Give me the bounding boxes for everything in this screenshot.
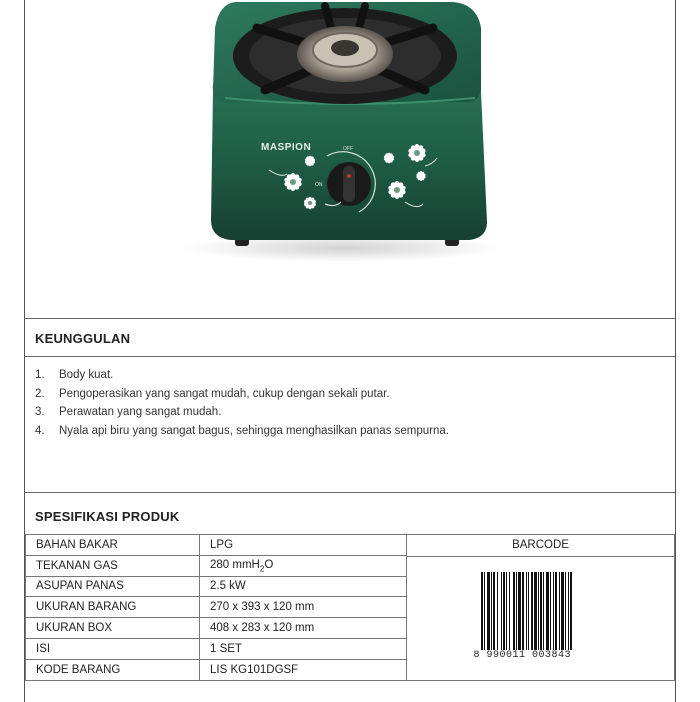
document-frame: [24, 0, 676, 702]
brand-logo: MASPION: [261, 142, 312, 153]
advantage-item: [35, 366, 449, 385]
divider: [25, 492, 675, 493]
advantage-number: 4.: [35, 424, 45, 437]
spec-value: LPG: [200, 535, 407, 556]
spec-table: [25, 534, 675, 681]
spec-value: 408 x 283 x 120 mm: [200, 618, 407, 639]
divider: [25, 318, 675, 319]
spec-label: UKURAN BARANG: [26, 597, 200, 618]
spec-label: ISI: [26, 638, 200, 659]
spec-label: KODE BARANG: [26, 659, 200, 680]
advantages-title: KEUNGGULAN: [35, 331, 131, 346]
product-image: [25, 0, 675, 318]
spec-value: 1 SET: [200, 638, 407, 659]
barcode-image: [473, 572, 603, 662]
barcode-header: BARCODE: [407, 535, 674, 557]
spec-label: TEKANAN GAS: [26, 555, 200, 576]
gas-stove-illustration: [25, 0, 675, 318]
advantage-item: [35, 403, 449, 422]
knob-off-label: OFF: [343, 146, 353, 152]
knob-on-label: ON: [315, 182, 323, 188]
advantage-item: [35, 385, 449, 404]
advantage-number: 2.: [35, 387, 45, 400]
spec-value-tail: O: [264, 558, 274, 571]
spec-value: LIS KG101DGSF: [200, 659, 407, 680]
advantages-list: [35, 366, 449, 440]
specs-title: SPESIFIKASI PRODUK: [35, 509, 180, 524]
spec-value: 270 x 393 x 120 mm: [200, 597, 407, 618]
barcode-number: 8 990011 003843: [473, 650, 572, 661]
spec-label: UKURAN BOX: [26, 618, 200, 639]
advantage-number: 1.: [35, 369, 45, 381]
spec-label: BAHAN BAKAR: [26, 535, 200, 556]
advantage-text: Nyala api biru yang sangat bagus, sehingga menghasilkan panas sempurna.: [59, 424, 449, 437]
spec-row: [26, 535, 675, 556]
advantage-text: Pengoperasikan yang sangat mudah, cukup dengan sekali putar.: [59, 387, 390, 400]
advantage-text: Perawatan yang sangat mudah.: [59, 406, 222, 418]
spec-label: ASUPAN PANAS: [26, 576, 200, 597]
advantage-number: 3.: [35, 406, 45, 418]
advantage-item: [35, 422, 449, 441]
divider: [25, 356, 675, 357]
barcode-cell: [407, 535, 675, 681]
spec-value: [200, 555, 407, 576]
advantage-text: Body kuat.: [59, 369, 114, 381]
spec-value-sub: 2: [259, 563, 265, 573]
spec-value-main: 280 mmH: [210, 558, 260, 571]
spec-value: 2.5 kW: [200, 576, 407, 597]
